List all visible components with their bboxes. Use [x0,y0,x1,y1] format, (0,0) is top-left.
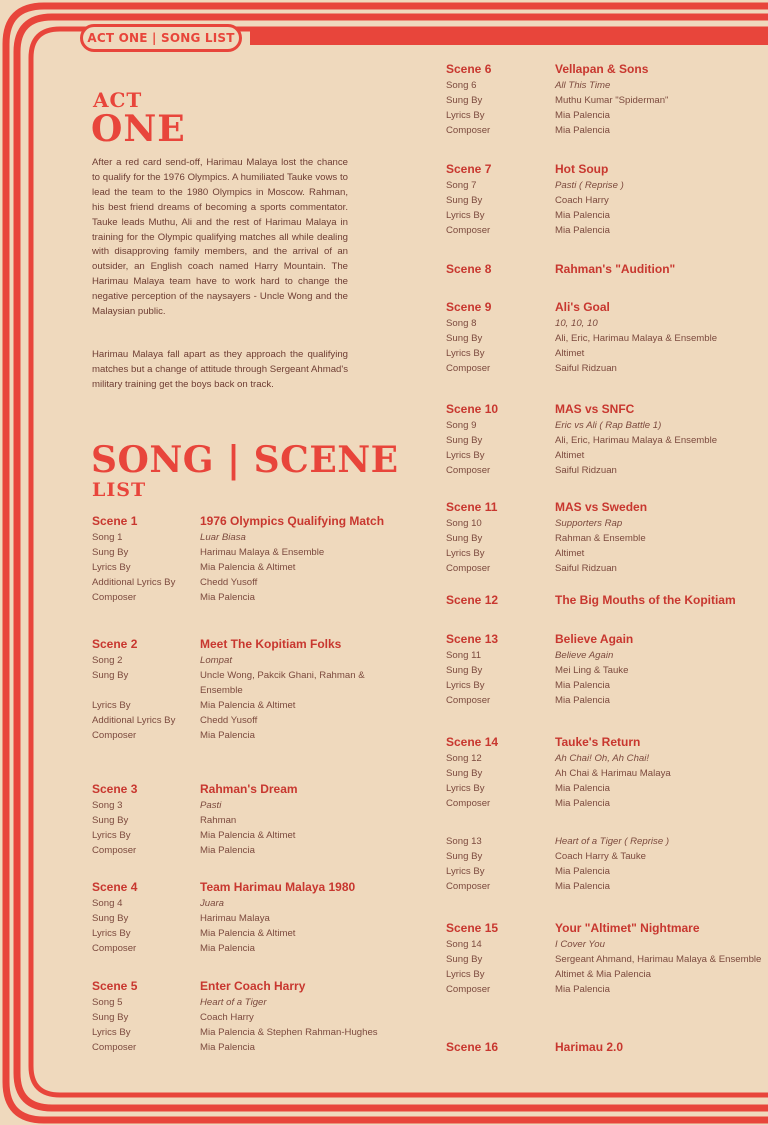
credit-row [446,880,765,895]
scene-title: Vellapan & Sons [555,62,649,76]
credit-label: Lyrics By [92,829,131,841]
credit-value: Harimau Malaya [200,912,270,924]
credit-label: Song 8 [446,318,477,329]
credit-value: Rahman [200,814,237,826]
credit-value: Ali, Eric, Harimau Malaya & Ensemble [555,434,718,446]
credit-label: Lyrics By [446,449,485,461]
credit-value: Mia Palencia & Altimet [200,927,296,939]
credit-value: Mia Palencia [200,844,255,856]
credit-row [446,664,765,679]
credit-value: Saiful Ridzuan [555,362,617,374]
credit-row [446,797,765,812]
list-heading: LIST [92,479,147,501]
song-scene-heading: SONG | SCENE [91,439,399,481]
credit-label: Composer [446,464,491,476]
credit-row [92,829,400,844]
scene-header [92,514,400,529]
credit-label: Song 11 [446,650,482,661]
credit-label: Lyrics By [446,109,485,121]
credit-row [446,124,765,139]
credit-row [446,317,765,332]
act-title: ONE [91,108,186,150]
credit-value: Mia Palencia [200,942,255,954]
scene-title: MAS vs SNFC [555,402,635,416]
scene-block [446,162,765,239]
scene-header [446,735,765,750]
section-tab: ACT ONE | SONG LIST [80,24,242,52]
scene-block [92,979,400,1056]
credit-value: Mia Palencia [200,1041,255,1053]
credit-label: Sung By [92,669,129,681]
credit-label: Sung By [446,664,483,676]
scene-block [446,735,765,812]
song-title: Heart of a Tiger [200,997,267,1008]
synopsis-paragraph-2: Harimau Malaya fall apart as they approach the qualifying matches but a change of attitude through Sergeant Ahmad's military training get the boys back on track. [92,349,348,390]
credit-row [446,419,765,434]
credit-value: Mia Palencia [200,591,255,603]
credit-value: Mia Palencia [555,224,610,236]
scene-number: Scene 15 [446,921,499,935]
credit-label: Composer [446,362,491,374]
credit-label: Lyrics By [446,547,485,559]
scene-title: Believe Again [555,632,634,646]
credit-row [92,927,400,942]
scene-title: Enter Coach Harry [200,979,306,993]
scene-header [92,637,400,652]
credit-label: Additional Lyrics By [92,576,176,588]
scene-number: Scene 5 [92,979,138,993]
scene-title: Tauke's Return [555,735,641,749]
credit-value: Muthu Kumar "Spiderman" [555,94,669,106]
credit-value: Mia Palencia [555,865,610,877]
credit-row [446,850,765,865]
credit-row [446,332,765,347]
scene-block [446,1040,765,1057]
scene-title: Meet The Kopitiam Folks [200,637,342,651]
credit-label: Song 13 [446,836,482,847]
credit-row [446,449,765,464]
credit-label: Lyrics By [446,968,485,980]
credit-row [92,729,400,744]
credit-label: Sung By [92,1011,129,1023]
credit-label: Lyrics By [92,927,131,939]
credit-label: Composer [92,942,137,954]
credit-label: Song 6 [446,80,477,91]
credit-label: Composer [92,729,137,741]
scene-block [446,262,765,279]
credit-label: Lyrics By [92,1026,131,1038]
scene-number: Scene 16 [446,1040,499,1054]
scene-number: Scene 12 [446,593,499,607]
scene-number: Scene 11 [446,500,498,514]
credit-row [92,531,400,546]
scene-header [446,1040,765,1055]
credit-label: Song 5 [92,997,123,1008]
credit-row [92,844,400,859]
scene-header [446,162,765,177]
credit-value: Mia Palencia [555,209,610,221]
scene-block [446,921,765,998]
song-title: Supporters Rap [555,518,623,529]
credit-row [446,362,765,377]
scene-title: Harimau 2.0 [555,1040,624,1054]
scene-block [446,593,765,610]
credit-label: Sung By [446,532,483,544]
scene-number: Scene 6 [446,62,492,76]
credit-value: Mei Ling & Tauke [555,664,629,676]
song-title: Heart of a Tiger ( Reprise ) [555,836,670,847]
credit-row [446,968,765,983]
credit-label: Composer [446,562,491,574]
credit-row [446,547,765,562]
credit-label: Sung By [446,332,483,344]
credit-label: Composer [446,124,491,136]
credit-label: Song 7 [446,180,477,191]
credit-row [92,591,400,606]
credit-row [446,679,765,694]
scene-header [446,593,765,608]
song-title: Ah Chai! Oh, Ah Chai! [555,753,650,764]
song-title: All This Time [555,80,611,91]
song-title: Lompat [200,655,232,666]
credit-row [446,983,765,998]
act-label: ACT [93,88,143,112]
scene-block [92,880,400,957]
credit-value: Saiful Ridzuan [555,562,617,574]
credit-label: Song 1 [92,532,123,543]
credit-label: Lyrics By [92,699,131,711]
credit-row [446,194,765,209]
credit-label: Composer [92,1041,137,1053]
credit-label: Lyrics By [446,347,485,359]
synopsis-paragraph-1: After a red card send-off, Harimau Malaya lost the chance to qualify for the 1976 Olympics. A humiliated Tauke vows to lead the team to the 1980 Olympics in Moscow. Rahman, his best friend dreams of becoming a sports commentator. Tauke leads Muthu, Ali and the rest of Harimau Malaya in training for the Olympic qualifying matches all while dealing with disapproving family members, and the arrival of an outsider, an English coach named Harry Mountain. The Harimau Malaya team have to work hard to change the negative perception of the naysayers - Uncle Wong and the Malaysian public. [92,157,348,318]
credit-value: Ah Chai & Harimau Malaya [555,767,671,779]
credit-label: Sung By [92,814,129,826]
credit-row [446,347,765,362]
credit-value: Altimet [555,449,585,461]
credit-row [92,942,400,957]
credit-value: Mia Palencia & Stephen Rahman-Hughes [200,1026,378,1038]
credit-label: Composer [92,844,137,856]
credit-label: Song 14 [446,939,482,950]
scene-block [446,300,765,377]
credit-label: Sung By [446,94,483,106]
scene-header [446,500,765,515]
credit-row [92,669,400,699]
credit-label: Sung By [446,767,483,779]
credit-row [446,532,765,547]
credit-row [446,752,765,767]
credit-value: Mia Palencia [555,880,610,892]
credit-value: Mia Palencia [555,797,610,809]
credit-value: Mia Palencia [555,694,610,706]
credit-value: Harimau Malaya & Ensemble [200,546,325,558]
credit-value: Chedd Yusoff [200,714,258,726]
scene-number: Scene 9 [446,300,492,314]
scene-number: Scene 13 [446,632,499,646]
credit-row [92,714,400,729]
credit-row [446,209,765,224]
credit-label: Song 10 [446,518,482,529]
scene-title: Rahman's "Audition" [555,262,676,276]
credit-label: Lyrics By [92,561,131,573]
scene-header [446,62,765,77]
scene-number: Scene 14 [446,735,499,749]
scene-block [446,402,765,479]
credit-value: Coach Harry & Tauke [555,850,647,862]
credit-label: Song 3 [92,800,123,811]
scene-title: Team Harimau Malaya 1980 [200,880,356,894]
scene-title: Ali's Goal [555,300,610,314]
credit-row [92,897,400,912]
credit-label: Composer [446,983,491,995]
credit-row [446,94,765,109]
credit-value: Uncle Wong, Pakcik Ghani, Rahman & Ensemble [200,669,365,696]
credit-label: Sung By [446,194,483,206]
scene-title: MAS vs Sweden [555,500,648,514]
credit-label: Lyrics By [446,782,485,794]
scene-header [446,402,765,417]
credit-row [92,654,400,669]
credit-value: Saiful Ridzuan [555,464,617,476]
credit-label: Additional Lyrics By [92,714,176,726]
credit-row [92,1026,400,1041]
credit-label: Composer [446,797,491,809]
credit-label: Sung By [446,953,483,965]
credit-row [92,1041,400,1056]
credit-label: Sung By [92,546,129,558]
credit-value: Mia Palencia [555,782,610,794]
credit-row [446,649,765,664]
credit-value: Ali, Eric, Harimau Malaya & Ensemble [555,332,718,344]
scene-header [446,632,765,647]
credit-value: Coach Harry [200,1011,254,1023]
credit-label: Composer [446,880,491,892]
credit-label: Lyrics By [446,679,485,691]
credit-value: Mia Palencia & Altimet [200,561,296,573]
credit-row [92,912,400,927]
song-title: Pasti ( Reprise ) [555,180,624,191]
credit-label: Sung By [446,850,483,862]
scene-header [92,880,400,895]
credit-row [92,799,400,814]
scene-block [446,632,765,709]
credit-value: Mia Palencia [200,729,255,741]
credit-row [446,865,765,880]
credit-label: Composer [446,224,491,236]
credit-row [446,179,765,194]
scene-block [446,62,765,139]
credit-value: Sergeant Ahmand, Harimau Malaya & Ensemble [555,953,762,965]
credit-value: Mia Palencia & Altimet [200,699,296,711]
scene-block [92,514,400,606]
credit-label: Composer [446,694,491,706]
credit-row [446,562,765,577]
credit-label: Sung By [446,434,483,446]
credit-row [92,1011,400,1026]
credit-value: Altimet [555,547,585,559]
scene-header [92,979,400,994]
scene-header [446,921,765,936]
scene-number: Scene 8 [446,262,492,276]
credit-value: Mia Palencia [555,124,610,136]
scene-block [92,637,400,743]
scene-number: Scene 2 [92,637,138,651]
credit-row [446,79,765,94]
song-title: Pasti [200,800,222,811]
credit-row [92,814,400,829]
credit-row [446,109,765,124]
song-title: 10, 10, 10 [555,318,598,329]
credit-row [446,224,765,239]
credit-row [446,464,765,479]
song-title: Eric vs Ali ( Rap Battle 1) [555,420,662,431]
scene-block [92,782,400,859]
credit-label: Song 2 [92,655,123,666]
scene-title: Rahman's Dream [200,782,298,796]
scene-block [446,835,765,895]
song-title: Believe Again [555,650,614,661]
credit-value: Mia Palencia [555,109,610,121]
credit-label: Lyrics By [446,209,485,221]
scene-number: Scene 7 [446,162,492,176]
scene-number: Scene 3 [92,782,138,796]
credit-row [446,938,765,953]
credit-label: Song 4 [92,898,123,909]
credit-row [446,767,765,782]
scene-header [446,262,765,277]
credit-row [92,561,400,576]
credit-row [92,699,400,714]
credit-row [446,694,765,709]
credit-value: Chedd Yusoff [200,576,258,588]
scene-number: Scene 1 [92,514,138,528]
credit-value: Altimet & Mia Palencia [555,968,651,980]
credit-row [446,953,765,968]
scene-title: Your "Altimet" Nightmare [555,921,700,935]
credit-label: Sung By [92,912,129,924]
credit-value: Mia Palencia [555,679,610,691]
credit-value: Altimet [555,347,585,359]
scene-title: 1976 Olympics Qualifying Match [200,514,385,528]
scene-header [92,782,400,797]
scene-title: The Big Mouths of the Kopitiam [555,593,736,607]
scene-header [446,300,765,315]
credit-value: Mia Palencia & Altimet [200,829,296,841]
credit-label: Composer [92,591,137,603]
credit-value: Coach Harry [555,194,609,206]
credit-value: Mia Palencia [555,983,610,995]
credit-label: Song 9 [446,420,477,431]
credit-label: Song 12 [446,753,482,764]
credit-row [446,782,765,797]
scene-title: Hot Soup [555,162,609,176]
credit-row [446,835,765,850]
song-title: Juara [200,898,224,909]
scene-number: Scene 10 [446,402,499,416]
scene-number: Scene 4 [92,880,138,894]
song-title: Luar Biasa [200,532,246,543]
credit-row [446,434,765,449]
credit-row [92,576,400,591]
credit-row [92,546,400,561]
song-title: I Cover You [555,939,605,950]
scene-block [446,500,765,577]
credit-row [92,996,400,1011]
credit-value: Rahman & Ensemble [555,532,646,544]
credit-label: Lyrics By [446,865,485,877]
credit-row [446,517,765,532]
